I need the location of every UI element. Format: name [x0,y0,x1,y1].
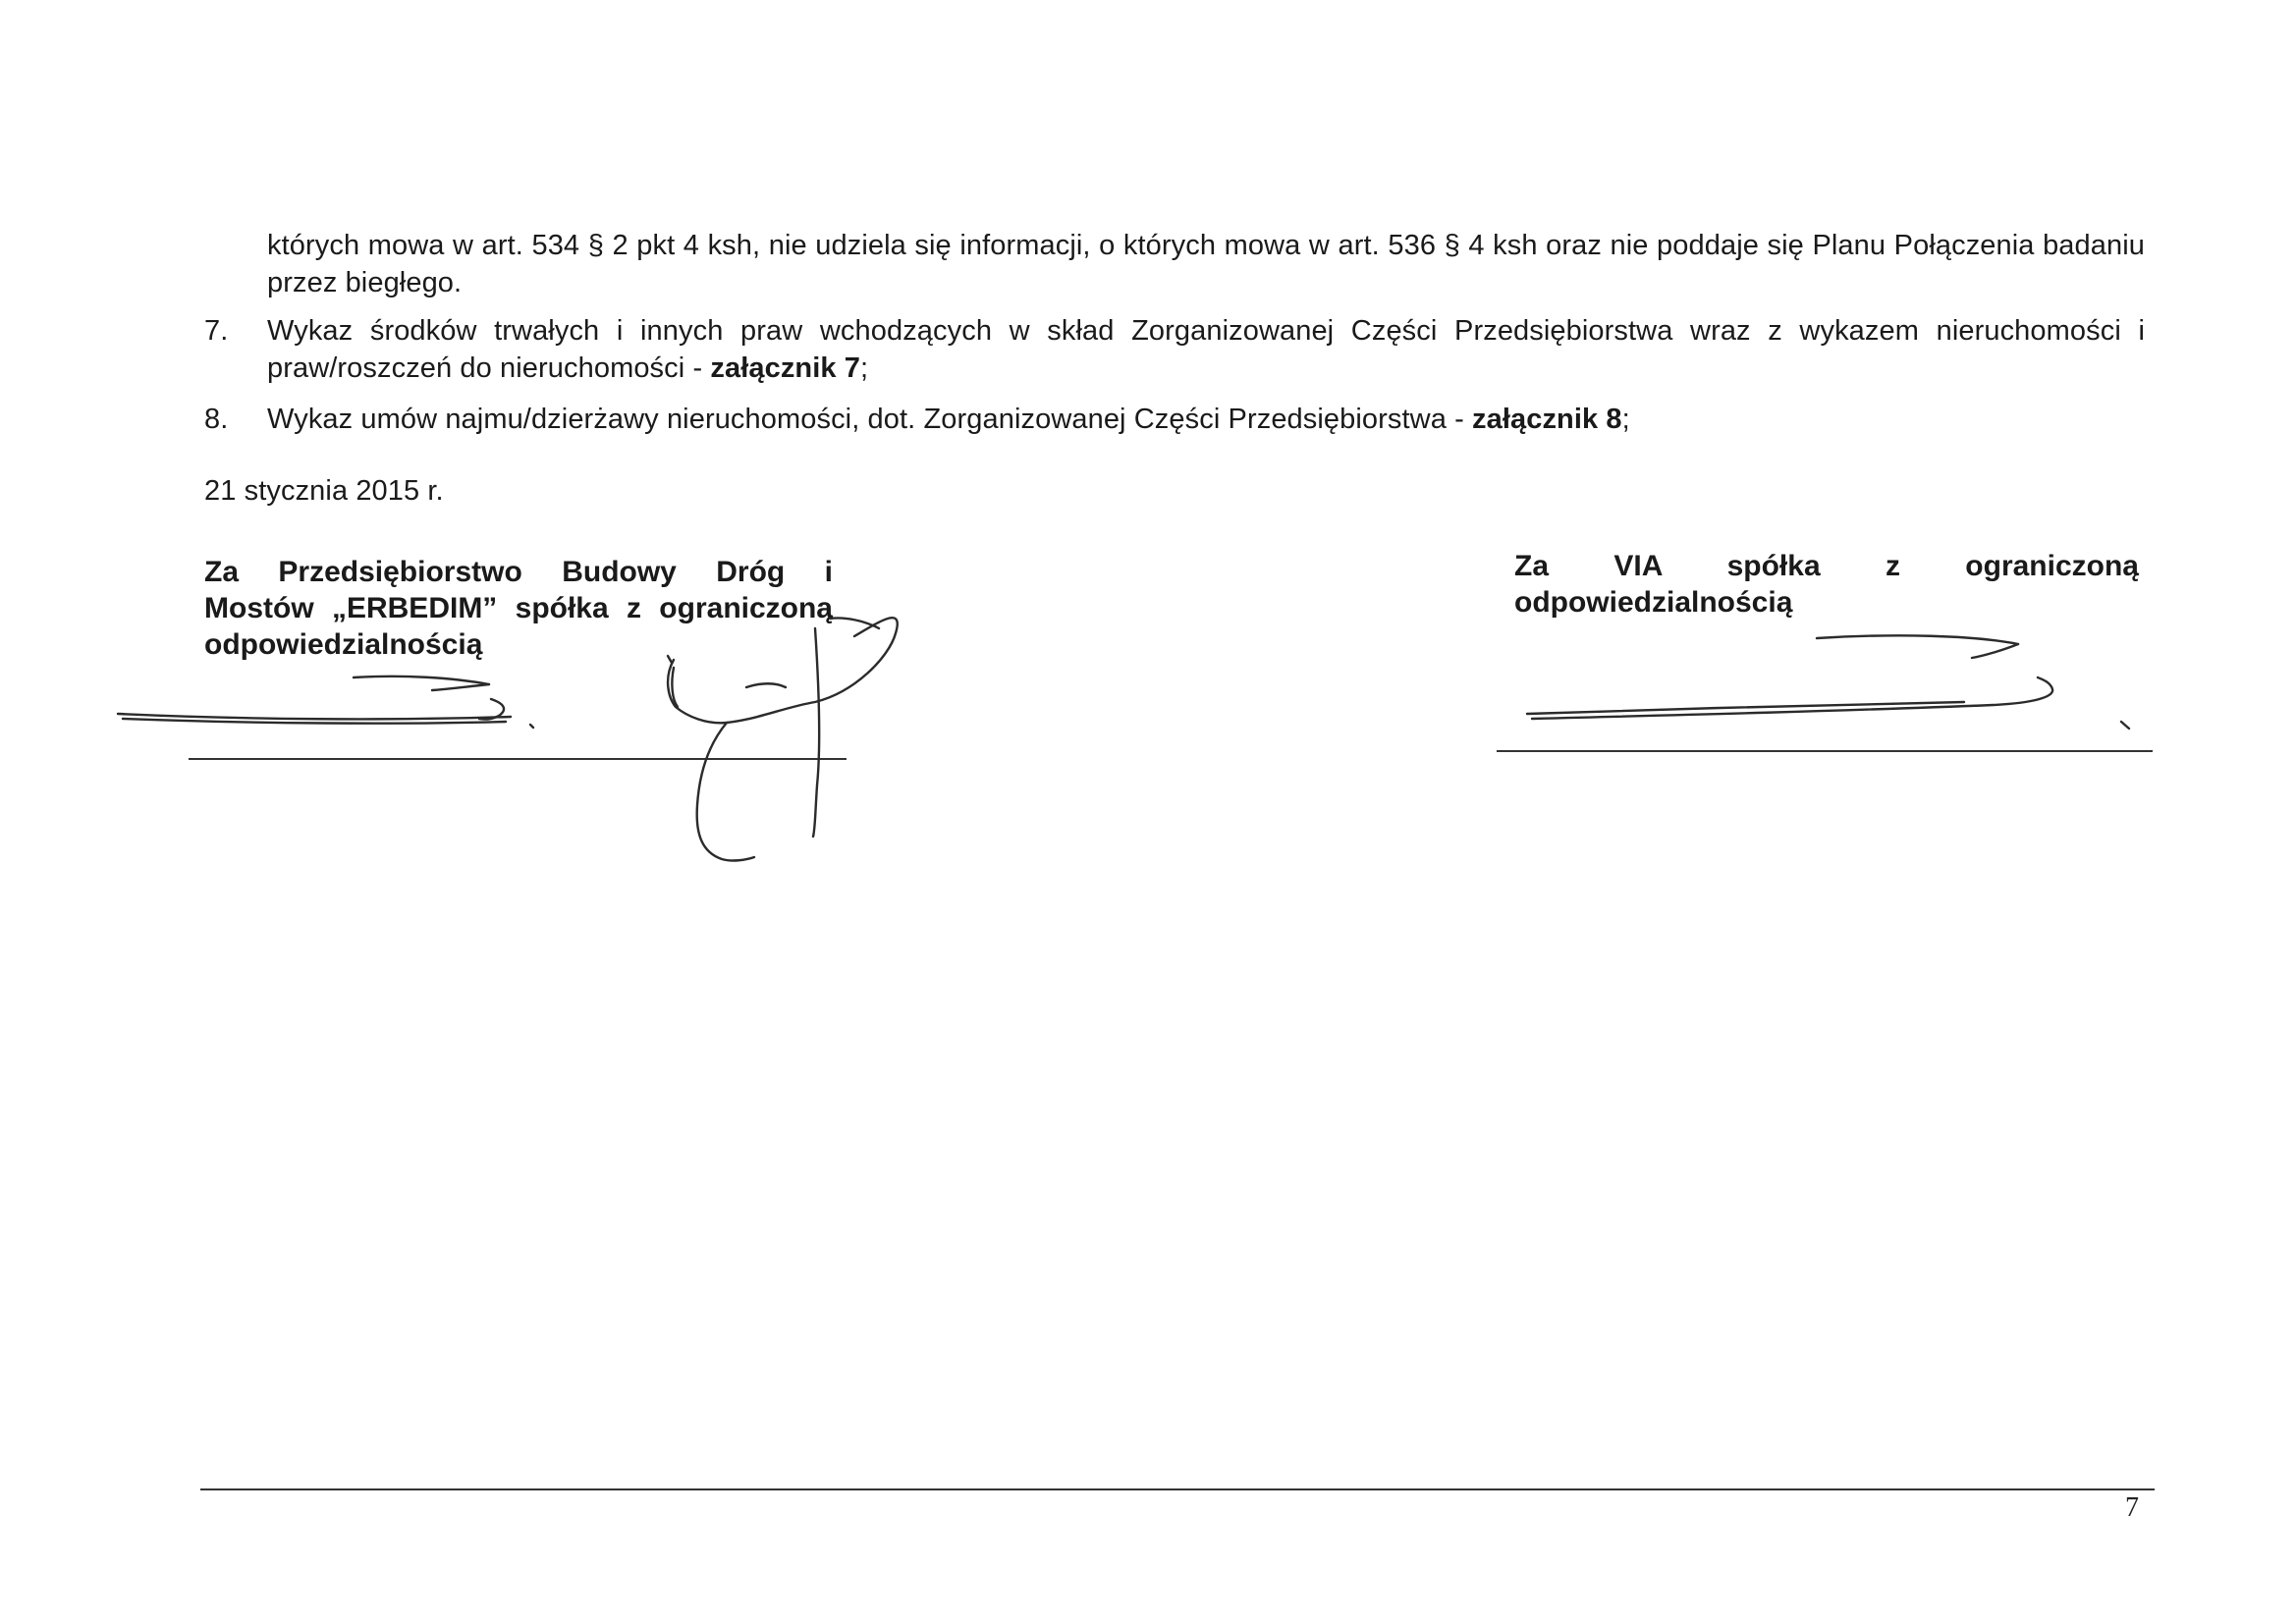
list-item-7 [204,312,2145,387]
signature-block-left [204,554,833,663]
attachment-reference: załącznik 7 [710,352,861,384]
attachment-reference: załącznik 8 [1472,404,1622,435]
list-number: 8. [204,404,229,435]
document-date: 21 stycznia 2015 r. [204,475,444,507]
list-text-tail: ; [1621,404,1630,435]
signatory-line: Mostów „ERBEDIM” spółka z ograniczoną [204,592,833,624]
footer-rule [200,1488,2155,1490]
signature-right-strokes [1527,635,2129,729]
list-item-8 [204,401,2145,438]
signatory-line: Za VIA spółka z ograniczoną [1514,550,2139,582]
list-text-body: Wykaz umów najmu/dzierżawy nieruchomości, dot. Zorganizowanej Części Przedsiębiorstwa - [267,404,1472,435]
signature-line-left [189,758,847,760]
signature-line-right [1497,750,2153,752]
continuation-paragraph: których mowa w art. 534 § 2 pkt 4 ksh, nie udziela się informacji, o których mowa w art. 536 § 4 ksh oraz nie poddaje się Planu Połączenia badaniu przez biegłego. [267,230,2145,298]
page-number: 7 [2125,1492,2139,1523]
signature-block-right [1514,548,2139,621]
list-text-tail: ; [860,352,869,384]
list-number: 7. [204,315,229,347]
signatory-line: Za Przedsiębiorstwo Budowy Dróg i [204,556,833,588]
signatory-line: odpowiedzialnością [1514,586,1793,619]
signatory-line: odpowiedzialnością [204,628,483,661]
list-text [267,401,2145,438]
list-text-body: Wykaz środków trwałych i innych praw wchodzących w skład Zorganizowanej Części Przedsiębiorstwa wraz z wykazem nieruchomości i praw/roszczeń do nieruchomości - [267,315,2145,384]
list-text [267,312,2145,387]
